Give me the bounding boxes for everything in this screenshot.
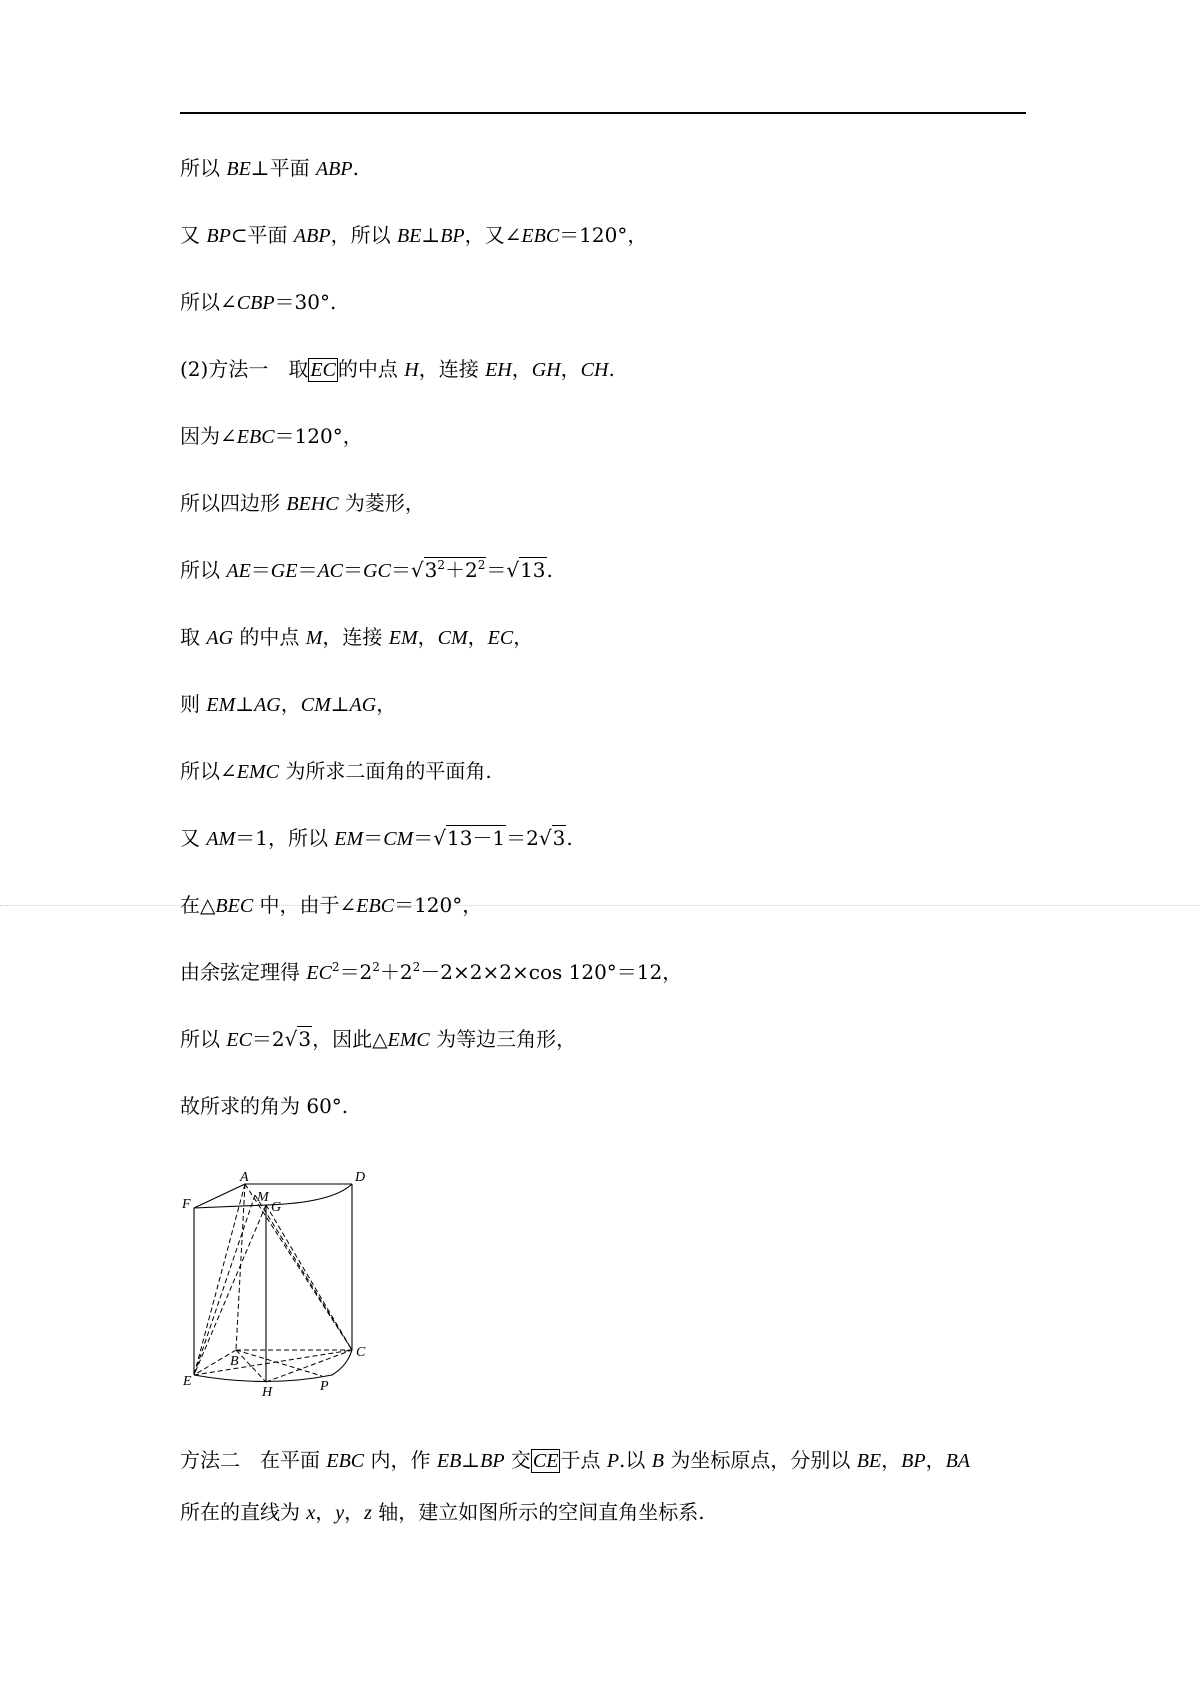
- text-line-12: 在△BEC 中，由于∠EBC＝120°，: [180, 893, 483, 917]
- sqrt-expression: √13－1: [433, 826, 506, 850]
- sqrt-expression: √3: [284, 1027, 312, 1051]
- label-f: F: [182, 1197, 191, 1212]
- label-m: M: [257, 1190, 269, 1205]
- header-rule: [180, 112, 1026, 114]
- sqrt-expression: √13: [506, 558, 546, 582]
- text-line-7: 所以 $AE=GE=AC=GC=√3^2+2^2=√13$.: [180, 555, 553, 586]
- boxed-segment-ec: EC: [310, 359, 336, 381]
- label-a: A: [240, 1170, 249, 1185]
- text-line-4: (2)方法一 取 EC 的中点 H，连接 EH，GH，CH.: [180, 357, 615, 381]
- label-h: H: [262, 1385, 273, 1400]
- edge-ec: [194, 1350, 352, 1375]
- geometry-figure: [182, 1168, 372, 1400]
- text-line-9: 则 EM⊥AG，CM⊥AG，: [180, 692, 397, 716]
- text-line-17: 所在的直线为 x，y，z 轴，建立如图所示的空间直角坐标系.: [180, 1500, 705, 1524]
- text-line-11: 又 AM＝1，所以 EM＝CM＝√13－1＝2√3.: [180, 823, 573, 854]
- edge-ae: [194, 1184, 245, 1375]
- text-line-10: 所以∠EMC 为所求二面角的平面角.: [180, 759, 492, 783]
- sqrt-expression: √3: [538, 826, 566, 850]
- text-line-2: 又 BP⊂平面 ABP，所以 BE⊥BP，又∠EBC＝120°，: [180, 223, 648, 247]
- edge-ab: [236, 1184, 245, 1350]
- edge-fg: [194, 1205, 266, 1208]
- label-c: C: [356, 1345, 366, 1360]
- sqrt-expression: $√3^2+2^2$: [410, 558, 486, 582]
- edge-gc: [266, 1205, 352, 1350]
- text-line-8: 取 AG 的中点 M，连接 EM，CM，EC，: [180, 625, 534, 649]
- boxed-segment-ce: CE: [532, 1450, 559, 1472]
- label-g: G: [271, 1200, 282, 1215]
- label-b: B: [230, 1354, 239, 1369]
- text-line-1: 所以 BE⊥平面 ABP.: [180, 156, 359, 180]
- text-line-16: 方法二 在平面 EBC 内，作 EB⊥BP 交 CE 于点 P.以 B 为坐标原点，分别以 BE，BP，BA: [180, 1448, 971, 1472]
- edge-bp: [236, 1350, 322, 1376]
- edge-mc: [255, 1195, 352, 1350]
- label-p: P: [320, 1379, 329, 1394]
- edge-hc: [266, 1350, 352, 1382]
- text-line-6: 所以四边形 BEHC 为菱形，: [180, 491, 425, 515]
- text-line-15: 故所求的角为 60°.: [180, 1094, 349, 1118]
- edge-me: [194, 1195, 255, 1375]
- label-d: D: [355, 1170, 366, 1185]
- edge-fa: [194, 1184, 245, 1208]
- text-line-13: 由余弦定理得 $EC^2=2^2+2^2-2\times 2\times 2\times\cos$ 120°＝12，: [180, 960, 683, 984]
- text-line-5: 因为∠EBC＝120°，: [180, 424, 363, 448]
- text-line-3: 所以∠CBP＝30°.: [180, 290, 337, 314]
- label-e: E: [183, 1374, 192, 1389]
- arc-ec: [194, 1350, 352, 1382]
- text-line-14: 所以 EC＝2√3，因此△EMC 为等边三角形，: [180, 1024, 576, 1055]
